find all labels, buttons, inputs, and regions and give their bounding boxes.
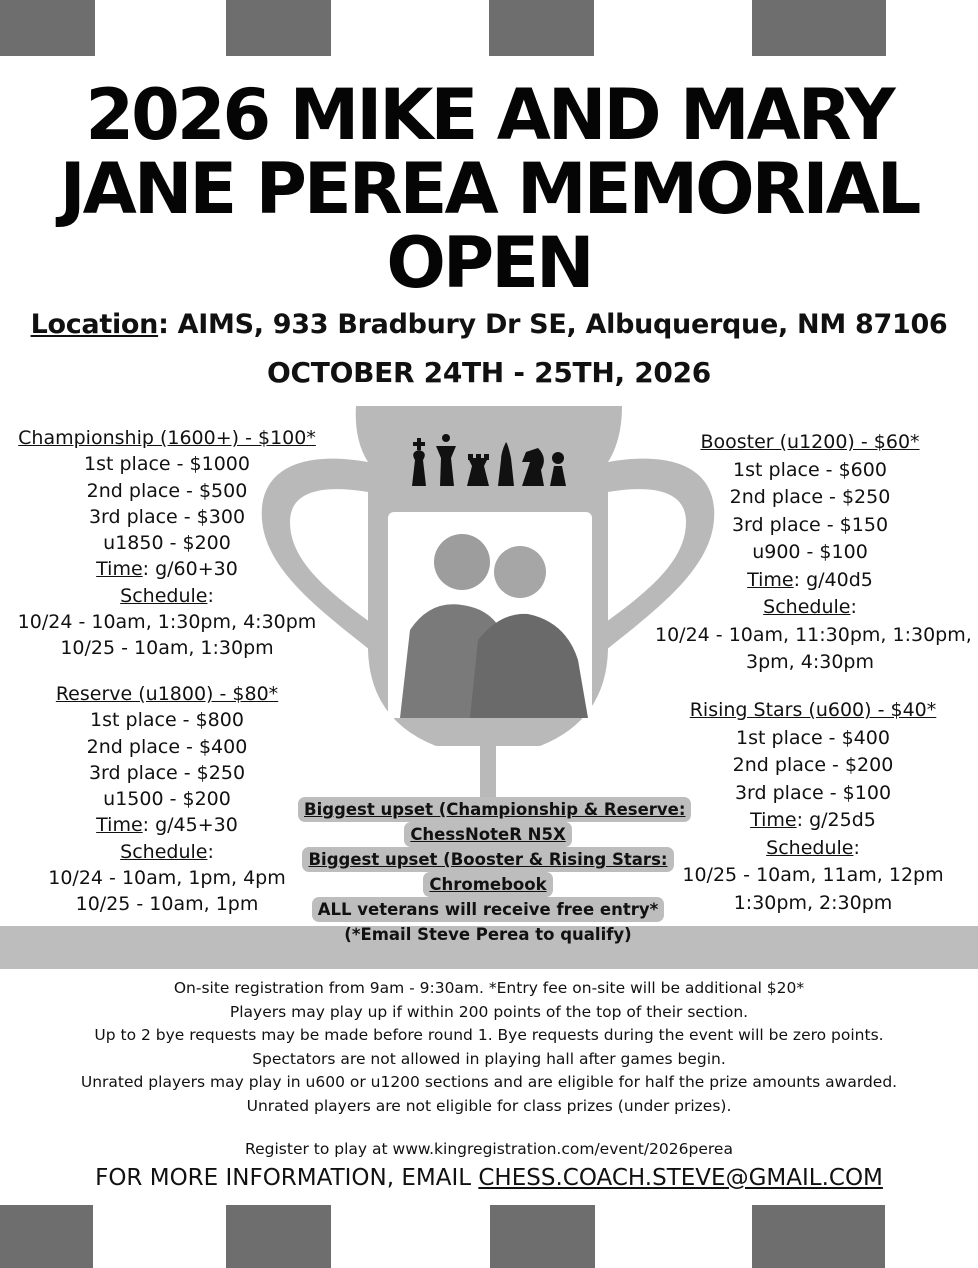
prize-line: 1st place - $800 bbox=[90, 709, 244, 732]
checker-square bbox=[0, 0, 95, 56]
prize-line: 3rd place - $300 bbox=[88, 505, 246, 528]
prize-line: 1st place - $400 bbox=[736, 726, 890, 749]
checker-square bbox=[226, 1205, 331, 1268]
schedule-line: 10/25 - 10am, 1:30pm bbox=[60, 637, 274, 660]
time-label: Time bbox=[750, 809, 797, 831]
time-label: Time bbox=[96, 558, 143, 581]
title-line: 2026 MIKE AND MARY bbox=[85, 74, 893, 156]
location bbox=[0, 309, 978, 340]
time-value: : g/45+30 bbox=[142, 814, 238, 837]
prize-line: u900 - $100 bbox=[752, 541, 868, 563]
prize-line: 2nd place - $500 bbox=[86, 479, 248, 502]
location-value: : AIMS, 933 Bradbury Dr SE, Albuquerque, NM 87106 bbox=[158, 309, 948, 340]
note-line: Up to 2 bye requests may be made before round 1. Bye requests during the event will be zero points. bbox=[94, 1026, 884, 1044]
schedule-label: Schedule bbox=[120, 840, 208, 863]
more-info bbox=[0, 1165, 978, 1191]
title-line: OPEN bbox=[386, 222, 592, 304]
schedule-label: Schedule bbox=[766, 836, 854, 859]
section-booster bbox=[655, 429, 972, 677]
more-info-prefix: FOR MORE INFORMATION, EMAIL bbox=[95, 1165, 479, 1191]
schedule-heading: Schedule: bbox=[120, 584, 214, 607]
time-control bbox=[658, 807, 968, 835]
prize-line: 1st place - $600 bbox=[733, 458, 887, 481]
page-title bbox=[0, 74, 978, 304]
section-heading: Reserve (u1800) - $80* bbox=[55, 683, 279, 705]
special-line: Chromebook bbox=[423, 872, 552, 897]
special-line: ChessNoteR N5X bbox=[404, 822, 571, 847]
checker-square bbox=[226, 0, 331, 56]
note-line: Players may play up if within 200 points of the top of their section. bbox=[229, 1002, 749, 1021]
section-heading: Rising Stars (u600) - $40* bbox=[689, 699, 937, 721]
checker-square bbox=[752, 0, 886, 56]
schedule-heading: Schedule: bbox=[120, 840, 214, 863]
schedule-line: 10/24 - 10am, 1pm, 4pm bbox=[48, 867, 286, 890]
prize-line: 3rd place - $150 bbox=[731, 513, 889, 536]
time-value: : g/25d5 bbox=[796, 809, 876, 831]
checker-square bbox=[752, 1205, 885, 1268]
checker-square bbox=[489, 0, 594, 56]
time-control bbox=[12, 556, 322, 582]
prize-line: 3rd place - $250 bbox=[88, 761, 246, 784]
prize-line: u1500 - $200 bbox=[103, 788, 231, 811]
schedule-line: 10/25 - 10am, 1pm bbox=[75, 893, 259, 916]
prize-line: 2nd place - $250 bbox=[729, 486, 891, 508]
time-label: Time bbox=[747, 568, 794, 591]
special-line: Biggest upset (Booster & Rising Stars: bbox=[302, 847, 673, 872]
schedule-heading: Schedule: bbox=[766, 836, 860, 859]
registration-link[interactable]: Register to play at www.kingregistration.com/event/2026perea bbox=[245, 1140, 733, 1158]
contact-email-link[interactable]: CHESS.COACH.STEVE@GMAIL.COM bbox=[478, 1165, 883, 1191]
title-line: JANE PEREA MEMORIAL bbox=[59, 148, 919, 230]
prize-line: u1850 - $200 bbox=[103, 532, 231, 555]
schedule-line: 3pm, 4:30pm bbox=[746, 651, 874, 673]
time-control bbox=[655, 567, 965, 595]
note-line: Unrated players may play in u600 or u1200 sections and are eligible for half the prize amounts awarded. bbox=[80, 1073, 898, 1091]
note-line: Unrated players are not eligible for class prizes (under prizes). bbox=[246, 1096, 732, 1115]
checker-square bbox=[0, 1205, 93, 1268]
section-championship bbox=[12, 425, 322, 662]
location-label: Location bbox=[30, 309, 159, 340]
special-line: ALL veterans will receive free entry* bbox=[312, 897, 665, 922]
time-value: : g/40d5 bbox=[793, 568, 873, 591]
prize-line: 3rd place - $100 bbox=[734, 781, 892, 804]
time-label: Time bbox=[96, 814, 143, 837]
prize-line: 2nd place - $200 bbox=[732, 754, 894, 776]
schedule-line: 10/24 - 10am, 11:30pm, 1:30pm, bbox=[655, 623, 972, 646]
section-rising-stars bbox=[658, 697, 968, 917]
special-prizes bbox=[298, 797, 686, 947]
special-line: Biggest upset (Championship & Reserve: bbox=[298, 797, 691, 822]
time-value: : g/60+30 bbox=[142, 558, 238, 581]
event-notes bbox=[0, 977, 978, 1118]
special-line: (*Email Steve Perea to qualify) bbox=[344, 925, 632, 944]
section-reserve bbox=[12, 681, 322, 918]
note-line: Spectators are not allowed in playing hall after games begin. bbox=[252, 1049, 726, 1068]
schedule-line: 10/25 - 10am, 11am, 12pm bbox=[682, 864, 944, 886]
schedule-line: 10/24 - 10am, 1:30pm, 4:30pm bbox=[17, 611, 317, 634]
schedule-label: Schedule bbox=[763, 596, 851, 618]
note-line: On-site registration from 9am - 9:30am. *Entry fee on-site will be additional $20* bbox=[173, 979, 805, 997]
schedule-line: 1:30pm, 2:30pm bbox=[733, 891, 893, 914]
checker-square bbox=[490, 1205, 595, 1268]
prize-line: 1st place - $1000 bbox=[84, 453, 250, 476]
schedule-label: Schedule bbox=[120, 584, 208, 607]
event-dates: OCTOBER 24TH - 25TH, 2026 bbox=[267, 356, 711, 389]
prize-line: 2nd place - $400 bbox=[86, 735, 248, 758]
time-control bbox=[12, 812, 322, 838]
section-heading: Booster (u1200) - $60* bbox=[700, 431, 920, 453]
section-heading: Championship (1600+) - $100* bbox=[18, 427, 316, 449]
schedule-heading: Schedule: bbox=[763, 596, 857, 618]
